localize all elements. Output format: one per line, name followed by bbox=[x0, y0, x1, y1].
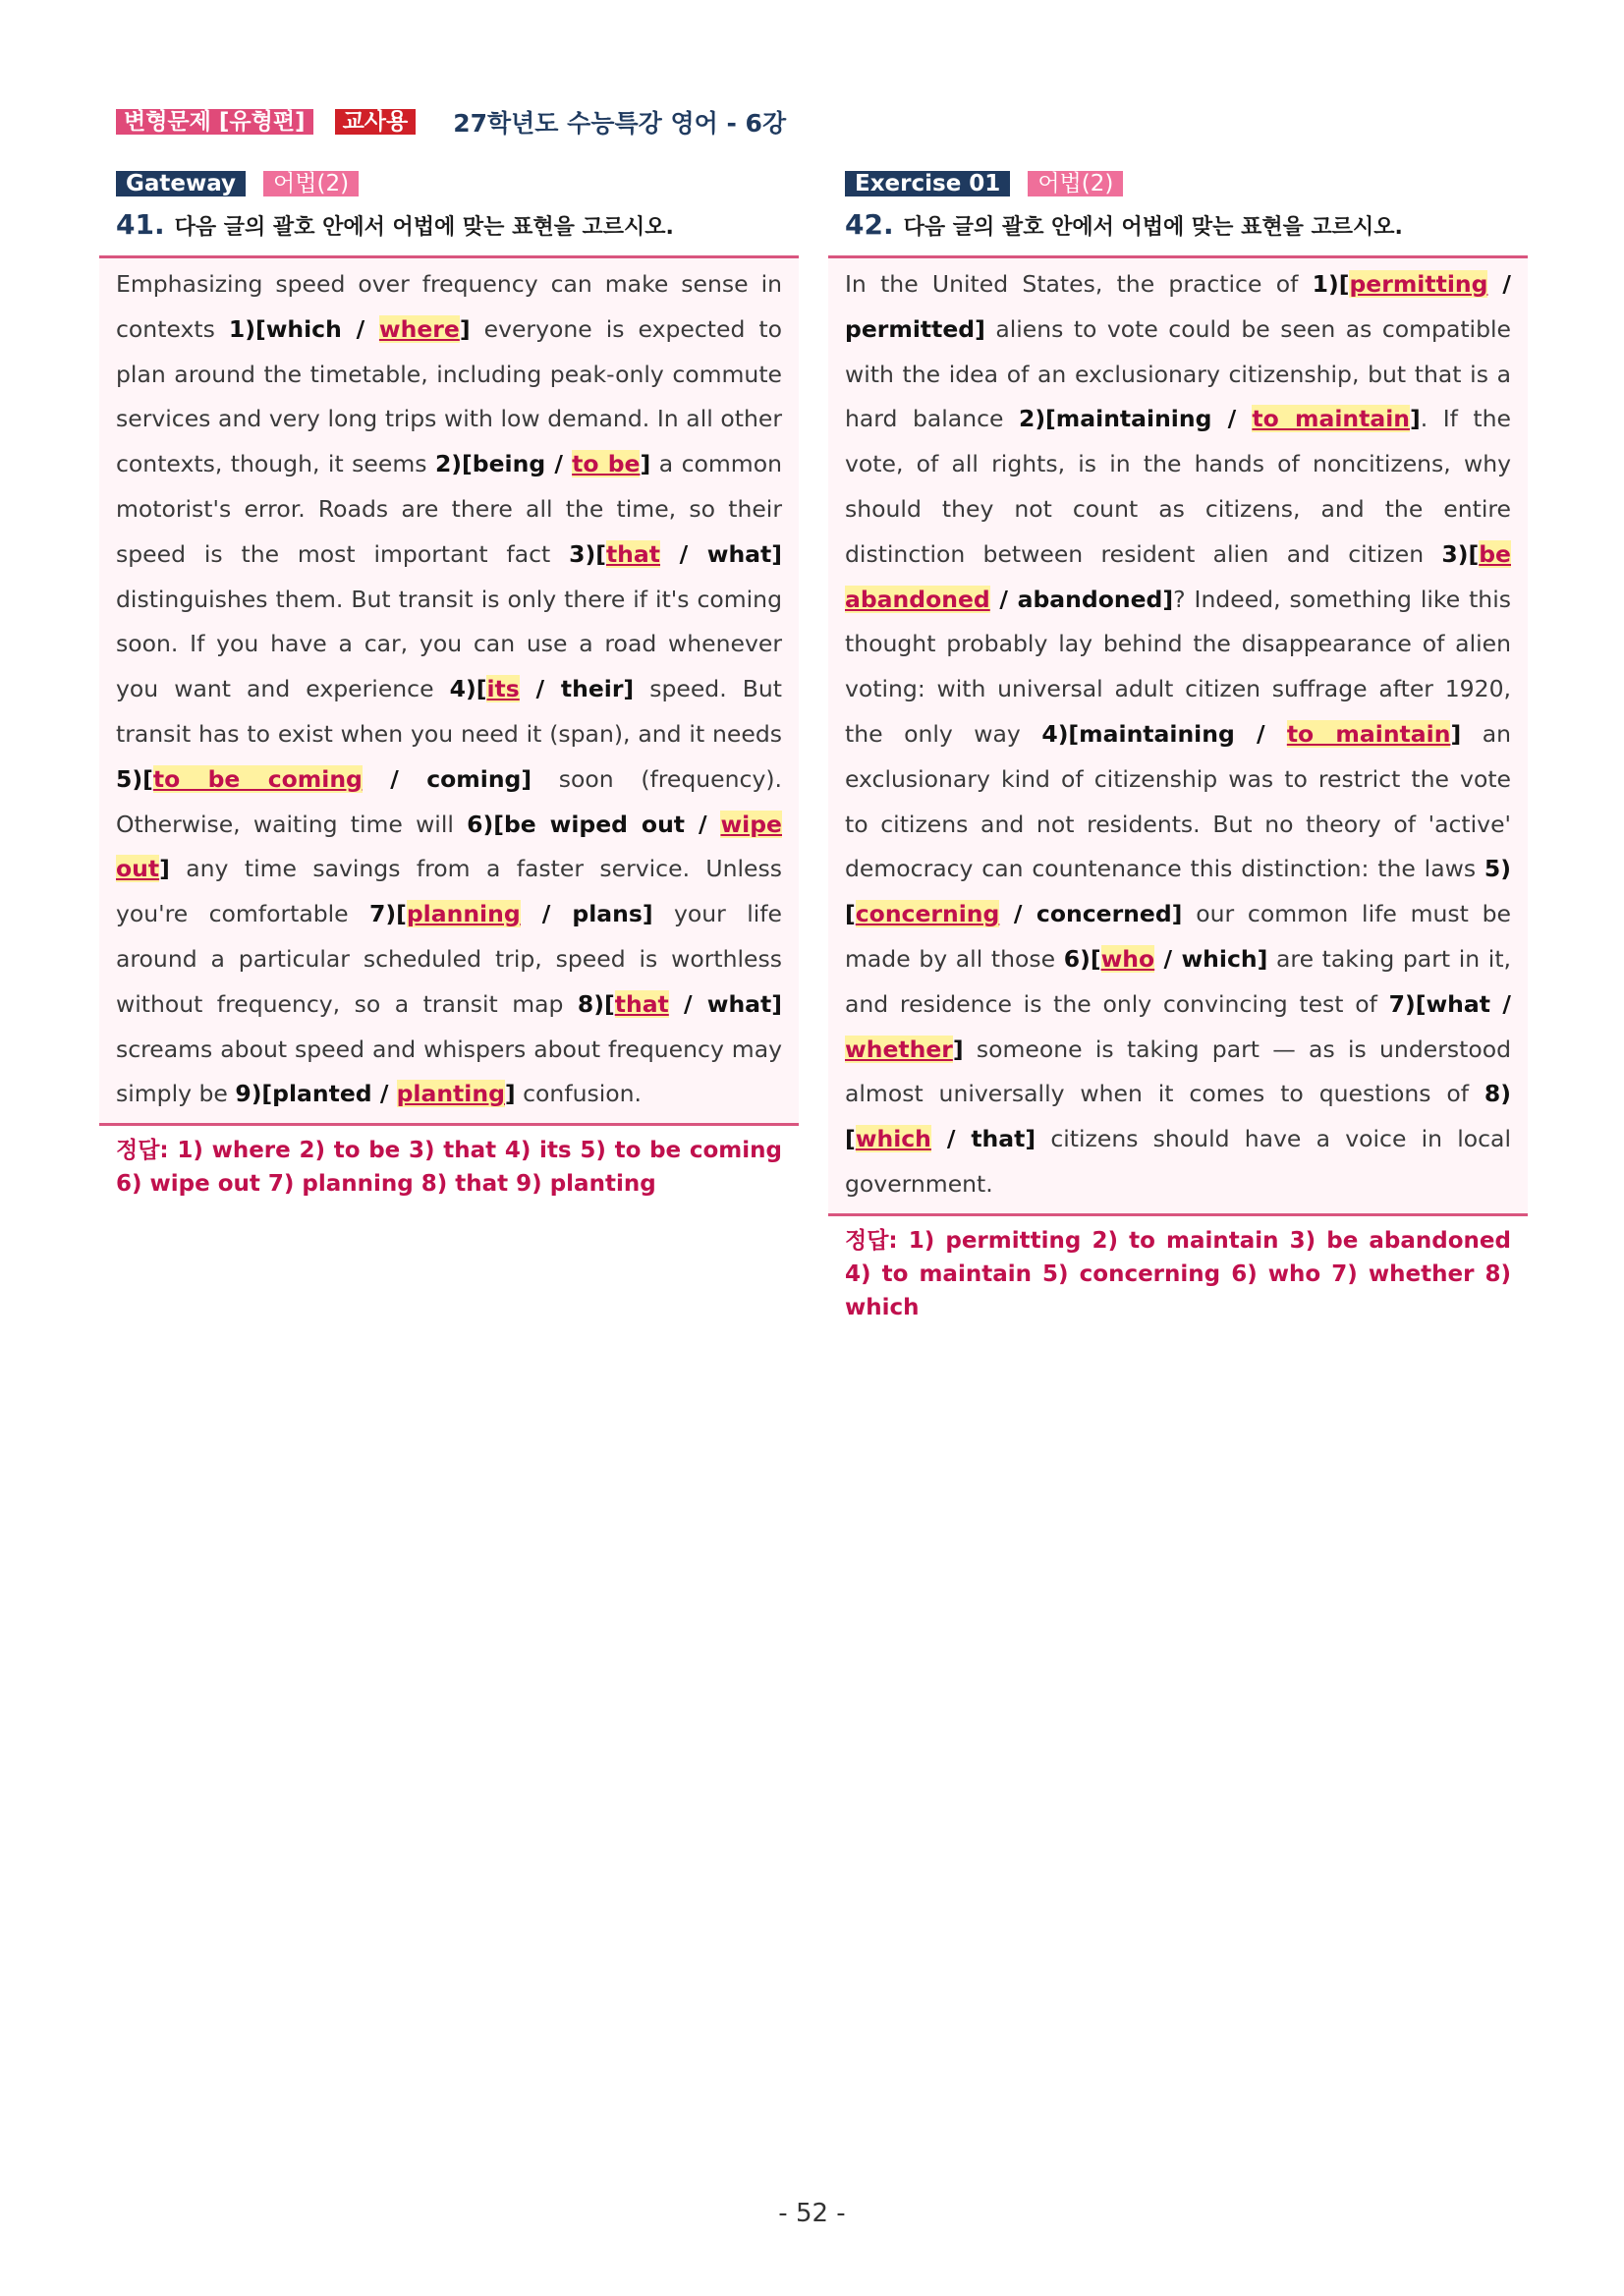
right-category-label: 어법(2) bbox=[1028, 171, 1123, 196]
gateway-label: Gateway bbox=[116, 171, 246, 196]
choice-bracket: ] bbox=[1450, 719, 1462, 748]
choice-bracket: 4)[maintaining / bbox=[1041, 719, 1287, 748]
passage-text: soon (frequency). Otherwise, waiting time will bbox=[116, 764, 783, 838]
passage-text: ? Indeed, something like this thought probably lay behind the disappearance of alien voting: with universal adult citizen suffrage after 1920, the only way bbox=[845, 585, 1511, 748]
answer-choice: whether bbox=[845, 1035, 953, 1063]
choice-bracket: 1)[which / bbox=[228, 314, 379, 343]
choice-bracket: 2)[being / bbox=[434, 450, 573, 478]
answer-choice: permitting bbox=[1349, 270, 1488, 298]
choice-bracket: 2)[maintaining / bbox=[1018, 405, 1253, 433]
choice-bracket: 3)[ bbox=[1441, 539, 1480, 568]
right-question-instruction: 다음 글의 괄호 안에서 어법에 맞는 표현을 고르시오. bbox=[903, 215, 1403, 240]
choice-bracket: ] bbox=[1410, 405, 1421, 433]
passage-text: Emphasizing speed over frequency can make sense in contexts bbox=[116, 270, 782, 343]
answer-choice: to maintain bbox=[1252, 405, 1410, 433]
passage-text: speed. But transit has to exist when you need it (span), and it needs bbox=[116, 675, 782, 748]
choice-bracket: / permitted] bbox=[845, 270, 1511, 343]
passage-text: your life around a particular scheduled trip, speed is worthless without frequency, so a transit map bbox=[116, 900, 782, 1018]
choice-bracket: 7)[ bbox=[369, 900, 407, 928]
exercise-label: Exercise 01 bbox=[845, 171, 1010, 196]
choice-bracket: 6)[ bbox=[1063, 944, 1101, 973]
choice-bracket: / abandoned] bbox=[989, 585, 1174, 613]
choice-bracket: 5)[ bbox=[845, 855, 1511, 928]
choice-bracket: / what] bbox=[668, 989, 783, 1018]
left-passage bbox=[99, 255, 799, 1126]
choice-bracket: 5)[ bbox=[116, 764, 153, 793]
choice-bracket: 6)[be wiped out / bbox=[467, 810, 721, 838]
choice-bracket: ] bbox=[640, 450, 651, 478]
answer-choice: planting bbox=[396, 1080, 505, 1108]
answer-choice: planning bbox=[406, 900, 521, 928]
passage-text: confusion. bbox=[515, 1080, 642, 1108]
passage-text: an exclusionary kind of citizenship was to restrict the vote to citizens and not residents. But no theory of 'active' democracy can countenance this distinction: the laws bbox=[845, 719, 1511, 883]
passage-text: our common life must be made by all those bbox=[845, 900, 1511, 973]
right-answer-key: 정답: 1) permitting 2) to maintain 3) be abandoned 4) to maintain 5) concerning 6) who 7) whether 8) which bbox=[845, 1227, 1511, 1320]
choice-bracket: 9)[planted / bbox=[235, 1080, 397, 1108]
left-question-line bbox=[99, 208, 799, 244]
passage-text: . If the vote, of all rights, is in the hands of noncitizens, why should they not count as citizens, and the entire distinction between resident alien and citizen bbox=[845, 405, 1511, 568]
answer-choice: who bbox=[1100, 944, 1155, 973]
answer-choice: that bbox=[614, 989, 669, 1018]
left-column bbox=[99, 169, 799, 1201]
right-section-tags bbox=[828, 169, 1528, 198]
choice-bracket: / concerned] bbox=[999, 900, 1183, 928]
passage-text: a common motorist's error. Roads are there all the time, so their speed is the most important fact bbox=[116, 450, 782, 568]
choice-bracket: / that] bbox=[930, 1125, 1036, 1153]
answer-choice: its bbox=[486, 675, 520, 703]
choice-bracket: ] bbox=[159, 855, 170, 883]
choice-bracket: / which] bbox=[1154, 944, 1268, 973]
passage-text: are taking part in it, and residence is the only convincing test of bbox=[845, 944, 1512, 1018]
choice-bracket: 8)[ bbox=[577, 989, 615, 1018]
teacher-tag: 교사용 bbox=[335, 109, 417, 135]
answer-choice: to be coming bbox=[152, 764, 363, 793]
answer-choice: where bbox=[378, 314, 460, 343]
left-category-label: 어법(2) bbox=[263, 171, 359, 196]
choice-bracket: / plans] bbox=[520, 900, 653, 928]
choice-bracket: ] bbox=[504, 1080, 516, 1108]
page-title: 27학년도 수능특강 영어 - 6강 bbox=[453, 109, 787, 138]
type-tag: 변형문제 [유형편] bbox=[116, 109, 313, 135]
choice-bracket: 4)[ bbox=[449, 675, 487, 703]
passage-text: citizens should have a voice in local government. bbox=[845, 1125, 1511, 1198]
answer-choice: which bbox=[855, 1125, 931, 1153]
passage-text: distinguishes them. But transit is only there if it's coming soon. If you have a car, you can use a road whenever you want and experience bbox=[116, 585, 782, 703]
answer-choice: concerning bbox=[855, 900, 1000, 928]
choice-bracket: 3)[ bbox=[569, 539, 606, 568]
passage-text: any time savings from a faster service. Unless you're comfortable bbox=[116, 855, 782, 928]
right-column bbox=[828, 169, 1528, 1324]
answer-choice: wipe out bbox=[116, 810, 782, 883]
right-passage bbox=[828, 255, 1528, 1216]
answer-choice: that bbox=[605, 539, 661, 568]
left-answer-key: 정답: 1) where 2) to be 3) that 4) its 5) to be coming 6) wipe out 7) planning 8) that 9) planting bbox=[116, 1138, 782, 1198]
left-question-number: 41. bbox=[116, 208, 165, 241]
page-number: - 52 - bbox=[778, 2199, 846, 2228]
choice-bracket: ] bbox=[952, 1035, 964, 1063]
choice-bracket: / their] bbox=[519, 675, 635, 703]
answer-choice: to be bbox=[572, 450, 641, 478]
passage-text: someone is taking part — as is understood almost universally when it comes to questions of bbox=[845, 1035, 1511, 1108]
right-question-line bbox=[828, 208, 1528, 244]
answer-choice: be abandoned bbox=[845, 539, 1511, 613]
passage-text: everyone is expected to plan around the timetable, including peak-only commute services and very long trips with low demand. In all other contexts, though, it seems bbox=[116, 314, 783, 478]
passage-text: In the United States, the practice of bbox=[845, 270, 1313, 298]
right-question-number: 42. bbox=[845, 208, 894, 241]
left-section-tags bbox=[99, 169, 799, 198]
page-header bbox=[116, 106, 786, 138]
choice-bracket: 1)[ bbox=[1312, 270, 1350, 298]
choice-bracket: ] bbox=[459, 314, 471, 343]
passage-text: aliens to vote could be seen as compatible with the idea of an exclusionary citizenship, but that is a hard balance bbox=[845, 314, 1511, 433]
passage-text: screams about speed and whispers about frequency may simply be bbox=[116, 1035, 782, 1108]
choice-bracket: / what] bbox=[660, 539, 783, 568]
left-question-instruction: 다음 글의 괄호 안에서 어법에 맞는 표현을 고르시오. bbox=[174, 215, 674, 240]
answer-choice: to maintain bbox=[1286, 719, 1451, 748]
choice-bracket: 7)[what / bbox=[1388, 989, 1511, 1018]
choice-bracket: 8)[ bbox=[845, 1080, 1511, 1153]
choice-bracket: / coming] bbox=[362, 764, 532, 793]
